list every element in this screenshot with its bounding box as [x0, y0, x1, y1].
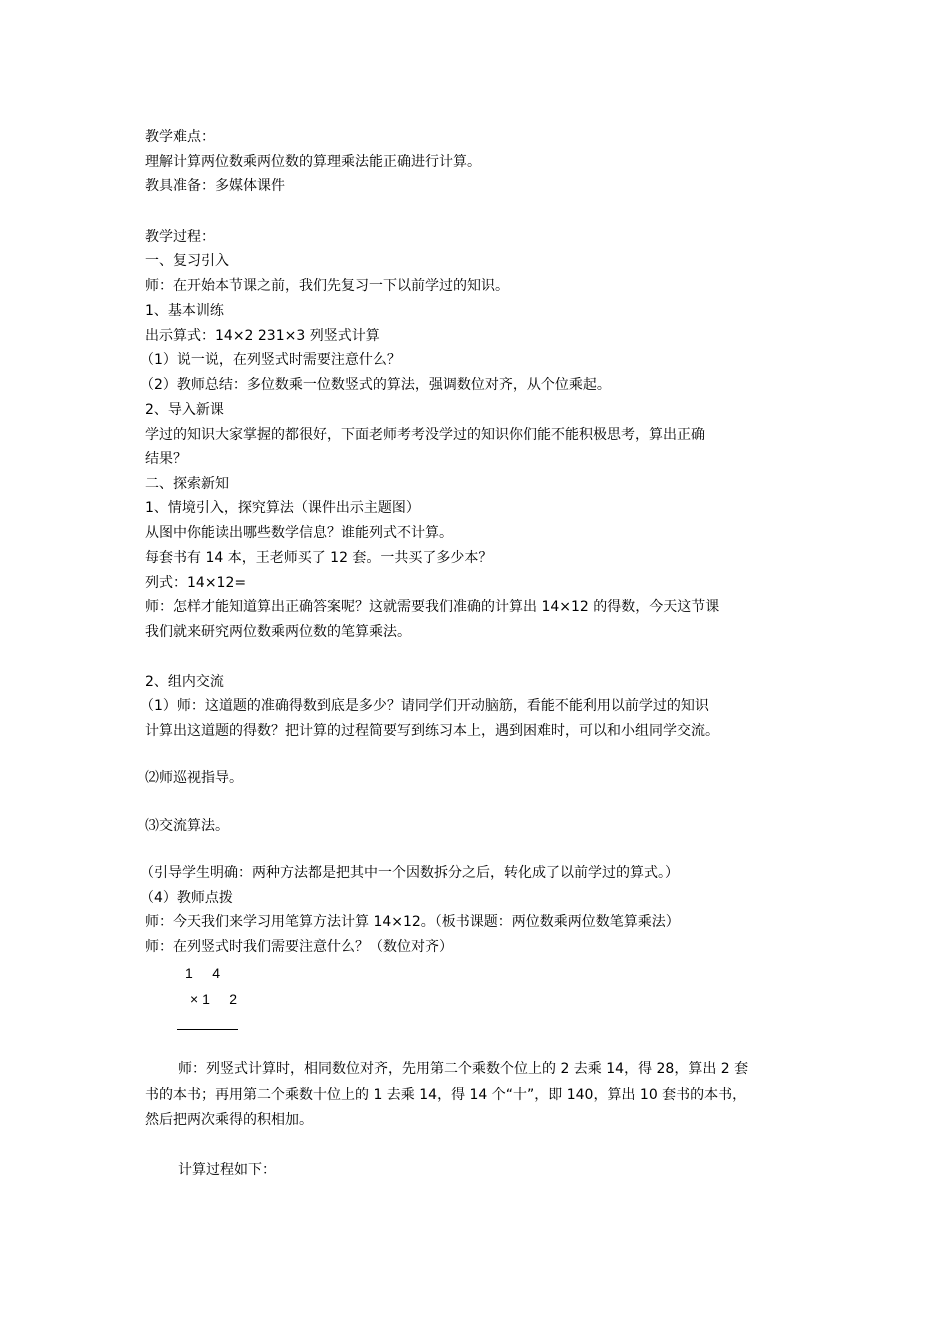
heading-teaching-process: 教学过程：	[145, 229, 215, 245]
text-line: （2）教师总结：多位数乘一位数竖式的算法，强调数位对齐，从个位乘起。	[140, 377, 611, 393]
text-line: （1）说一说，在列竖式时需要注意什么？	[140, 352, 401, 368]
heading-teaching-difficulty: 教学难点：	[145, 129, 215, 145]
text-line: 学过的知识大家掌握的都很好，下面老师考考没学过的知识你们能不能积极思考，算出正确	[145, 427, 705, 443]
text-line: 计算出这道题的得数？把计算的过程简要写到练习本上，遇到困难时，可以和小组同学交流。	[145, 723, 719, 739]
vertical-calc-row-2: × 1 2	[190, 991, 238, 1007]
text-line: （1）师：这道题的准确得数到底是多少？请同学们开动脑筋，看能不能利用以前学过的知识	[140, 698, 709, 714]
vertical-calc-rule	[177, 1029, 238, 1030]
text-line: 我们就来研究两位数乘两位数的笔算乘法。	[145, 624, 411, 640]
vertical-calc-row-1: 1 4	[185, 965, 221, 981]
text-line: 教具准备：多媒体课件	[145, 178, 285, 194]
subsection-heading: 1、基本训练	[145, 303, 224, 319]
text-line: （4）教师点拨	[140, 890, 233, 906]
section-heading: 一、复习引入	[145, 253, 229, 269]
section-heading: 二、探索新知	[145, 476, 229, 492]
text-line: 计算过程如下：	[178, 1162, 276, 1178]
text-line: 列式：14×12=	[145, 575, 247, 591]
text-line: 师：怎样才能知道算出正确答案呢？这就需要我们准确的计算出 14×12 的得数，今天这节课	[145, 599, 720, 615]
text-line: 师：在列竖式时我们需要注意什么？（数位对齐）	[145, 939, 453, 955]
text-line: 师：今天我们来学习用笔算方法计算 14×12。（板书课题：两位数乘两位数笔算乘法）	[145, 914, 680, 930]
text-line: ⑵师巡视指导。	[145, 770, 243, 786]
text-line: 出示算式：14×2 231×3 列竖式计算	[145, 328, 380, 344]
subsection-heading: 1、情境引入，探究算法（课件出示主题图）	[145, 500, 420, 516]
text-line: （引导学生明确：两种方法都是把其中一个因数拆分之后，转化成了以前学过的算式。）	[140, 865, 679, 881]
text-line: 从图中你能读出哪些数学信息？谁能列式不计算。	[145, 525, 453, 541]
text-line: 师：在开始本节课之前，我们先复习一下以前学过的知识。	[145, 278, 509, 294]
subsection-heading: 2、导入新课	[145, 402, 224, 418]
text-line: 每套书有 14 本，王老师买了 12 套。一共买了多少本？	[145, 550, 493, 566]
text-line: ⑶交流算法。	[145, 818, 229, 834]
text-line: 然后把两次乘得的积相加。	[145, 1112, 313, 1128]
text-line: 结果？	[145, 451, 187, 467]
text-line: 师：列竖式计算时，相同数位对齐，先用第二个乘数个位上的 2 去乘 14，得 28，算出 2 套	[178, 1061, 749, 1077]
text-line: 理解计算两位数乘两位数的算理乘法能正确进行计算。	[145, 154, 481, 170]
subsection-heading: 2、组内交流	[145, 674, 224, 690]
text-line: 书的本书；再用第二个乘数十位上的 1 去乘 14，得 14 个“十”，即 140，算出 10 套书的本书，	[145, 1087, 747, 1103]
